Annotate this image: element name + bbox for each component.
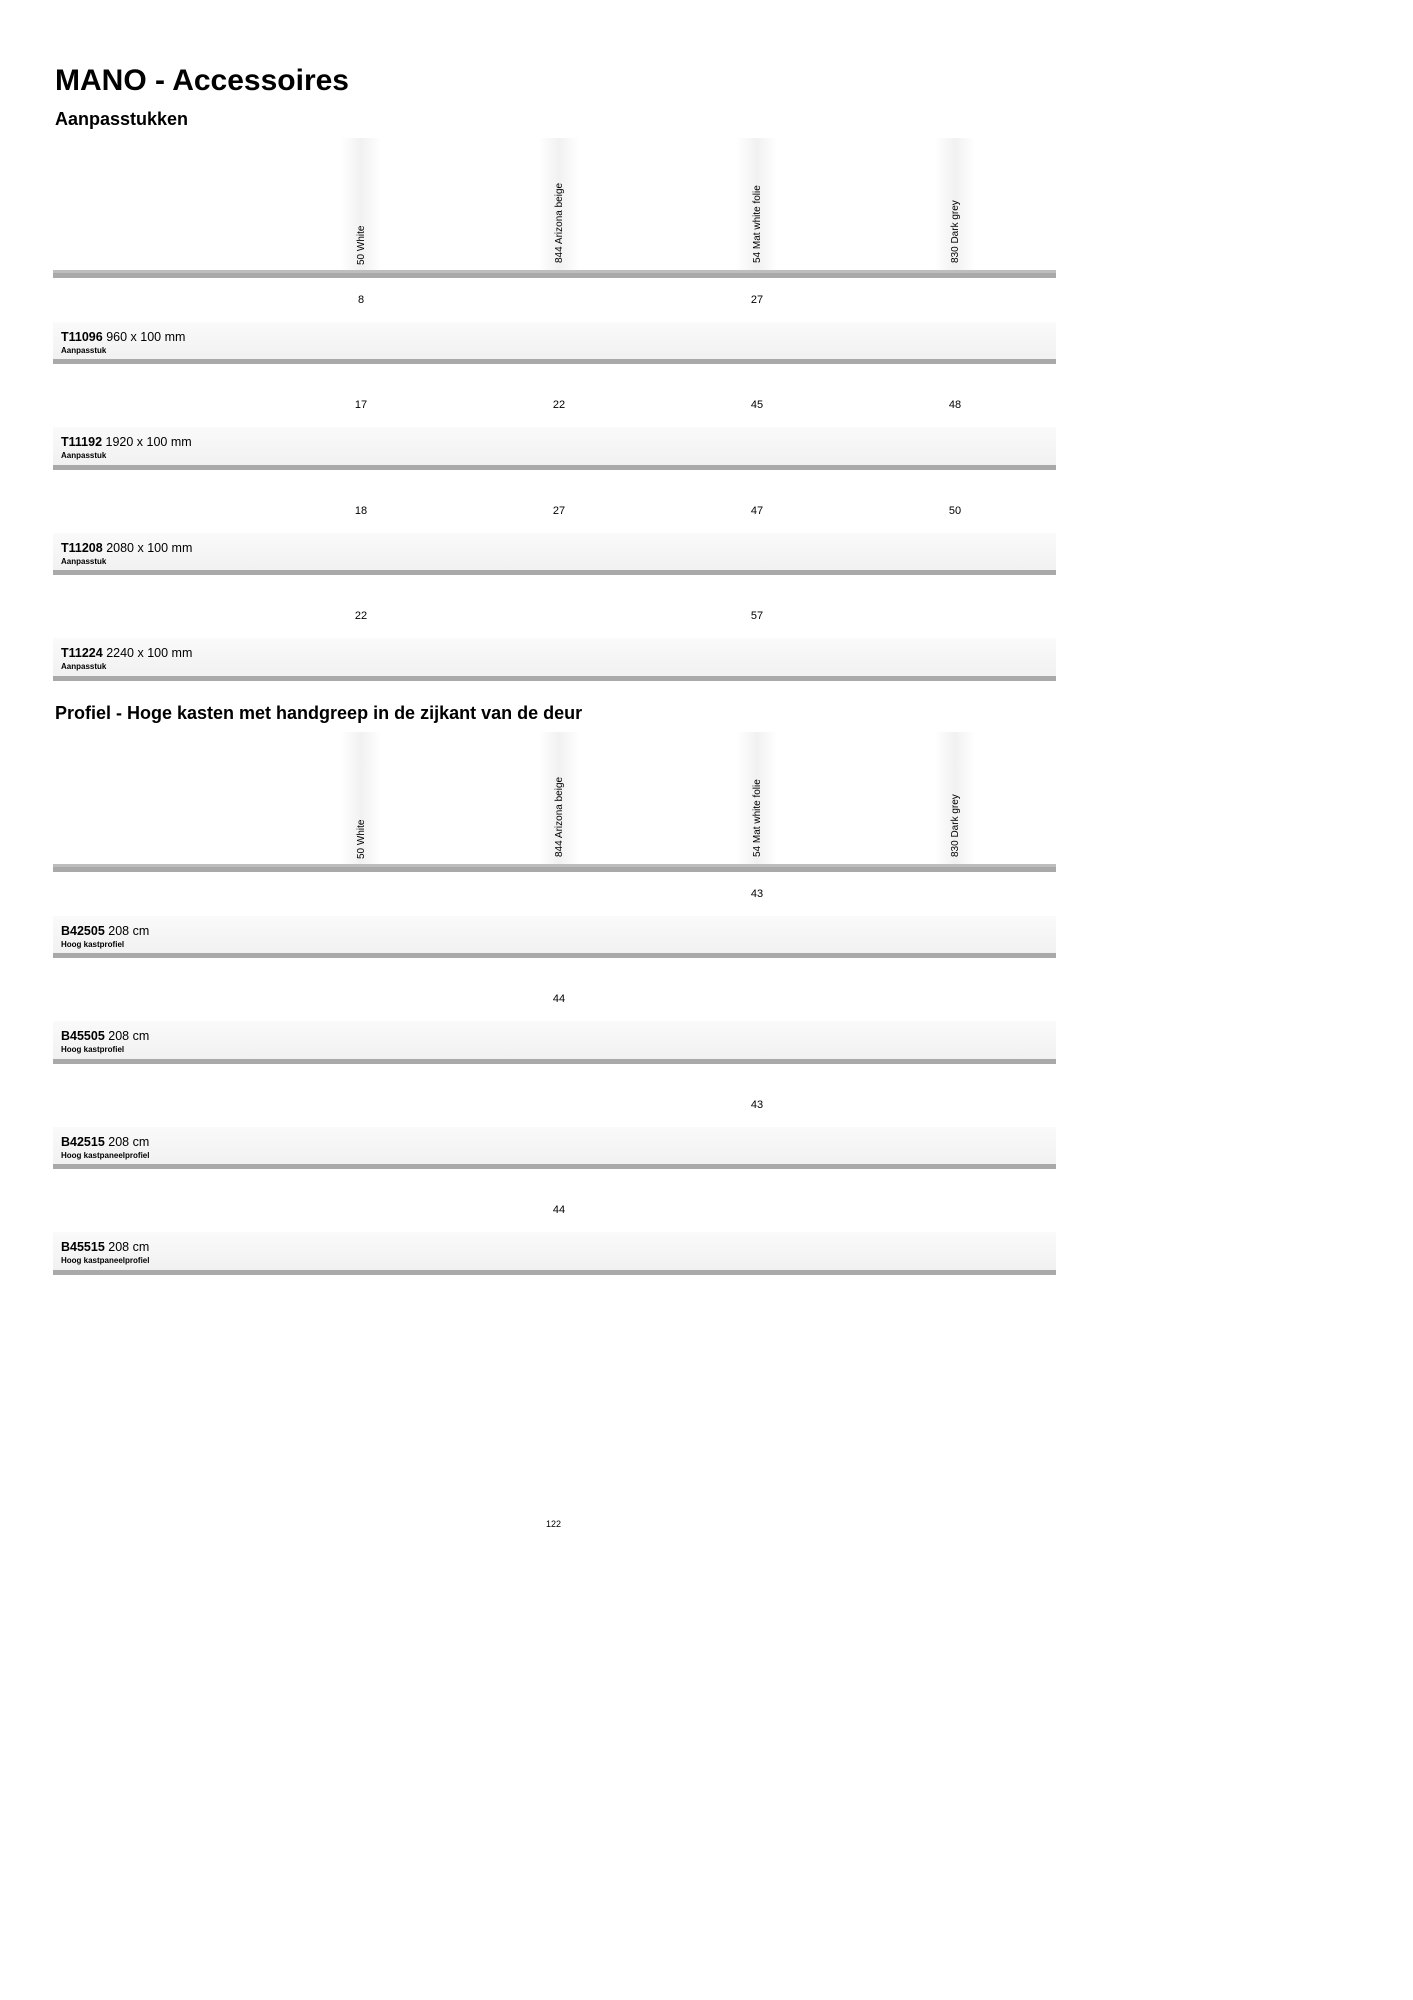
row-divider bbox=[53, 953, 1056, 958]
row-divider bbox=[53, 570, 1056, 575]
item-band bbox=[53, 916, 1056, 954]
column-header: 830 Dark grey bbox=[950, 794, 961, 857]
item-code bbox=[61, 435, 192, 450]
price-cell: 44 bbox=[552, 1204, 566, 1216]
item-band bbox=[53, 427, 1056, 465]
price-cell: 45 bbox=[750, 399, 764, 411]
header-divider bbox=[53, 864, 1056, 872]
item-size: 960 x 100 mm bbox=[106, 330, 186, 344]
item-number: B45515 bbox=[61, 1240, 105, 1254]
item-band bbox=[53, 1232, 1056, 1270]
price-cell: 47 bbox=[750, 505, 764, 517]
item-description: Hoog kastpaneelprofiel bbox=[61, 1151, 150, 1160]
row-divider bbox=[53, 1270, 1056, 1275]
column-header: 830 Dark grey bbox=[950, 200, 961, 263]
item-band bbox=[53, 533, 1056, 571]
price-cell: 8 bbox=[357, 294, 365, 306]
price-cell: 43 bbox=[750, 888, 764, 900]
item-description: Aanpasstuk bbox=[61, 662, 107, 671]
item-band bbox=[53, 638, 1056, 676]
item-description: Hoog kastpaneelprofiel bbox=[61, 1256, 150, 1265]
row-divider bbox=[53, 1164, 1056, 1169]
price-cell: 50 bbox=[948, 505, 962, 517]
item-description: Aanpasstuk bbox=[61, 346, 107, 355]
item-number: T11192 bbox=[61, 435, 103, 449]
item-size: 208 cm bbox=[108, 1135, 150, 1149]
column-header: 50 White bbox=[356, 819, 367, 859]
item-description: Aanpasstuk bbox=[61, 557, 107, 566]
price-cell: 17 bbox=[354, 399, 368, 411]
item-number: B42505 bbox=[61, 924, 105, 938]
row-divider bbox=[53, 676, 1056, 681]
item-code bbox=[61, 1135, 149, 1150]
item-number: T11208 bbox=[61, 541, 103, 555]
item-code bbox=[61, 1029, 149, 1044]
item-description: Hoog kastprofiel bbox=[61, 1045, 125, 1054]
price-cell: 48 bbox=[948, 399, 962, 411]
column-header: 844 Arizona beige bbox=[554, 776, 565, 857]
item-description: Aanpasstuk bbox=[61, 451, 107, 460]
item-band bbox=[53, 1127, 1056, 1165]
row-divider bbox=[53, 465, 1056, 470]
item-band bbox=[53, 1021, 1056, 1059]
row-divider bbox=[53, 1059, 1056, 1064]
section-title: Profiel - Hoge kasten met handgreep in de zijkant van de deur bbox=[55, 703, 583, 723]
price-cell: 27 bbox=[552, 505, 566, 517]
price-cell: 57 bbox=[750, 610, 764, 622]
price-cell: 43 bbox=[750, 1099, 764, 1111]
page-title: MANO - Accessoires bbox=[55, 64, 349, 97]
page-number: 122 bbox=[545, 1519, 562, 1529]
price-cell: 18 bbox=[354, 505, 368, 517]
price-cell: 27 bbox=[750, 294, 764, 306]
price-cell: 44 bbox=[552, 993, 566, 1005]
item-size: 2240 x 100 mm bbox=[106, 646, 193, 660]
item-code bbox=[61, 330, 185, 345]
item-band bbox=[53, 322, 1056, 360]
column-header: 50 White bbox=[356, 225, 367, 265]
item-code bbox=[61, 924, 149, 939]
price-cell: 22 bbox=[354, 610, 368, 622]
item-size: 208 cm bbox=[108, 1029, 150, 1043]
item-size: 2080 x 100 mm bbox=[106, 541, 193, 555]
item-size: 208 cm bbox=[108, 1240, 150, 1254]
header-divider bbox=[53, 270, 1056, 278]
item-code bbox=[61, 541, 192, 556]
item-number: T11096 bbox=[61, 330, 103, 344]
section-title: Aanpasstukken bbox=[55, 109, 189, 129]
item-code bbox=[61, 1240, 149, 1255]
row-divider bbox=[53, 359, 1056, 364]
item-number: T11224 bbox=[61, 646, 103, 660]
column-header: 54 Mat white folie bbox=[752, 185, 763, 263]
item-size: 1920 x 100 mm bbox=[105, 435, 192, 449]
column-header: 844 Arizona beige bbox=[554, 182, 565, 263]
price-cell: 22 bbox=[552, 399, 566, 411]
item-description: Hoog kastprofiel bbox=[61, 940, 125, 949]
item-size: 208 cm bbox=[108, 924, 150, 938]
item-number: B42515 bbox=[61, 1135, 105, 1149]
column-header: 54 Mat white folie bbox=[752, 779, 763, 857]
item-number: B45505 bbox=[61, 1029, 105, 1043]
item-code bbox=[61, 646, 192, 661]
